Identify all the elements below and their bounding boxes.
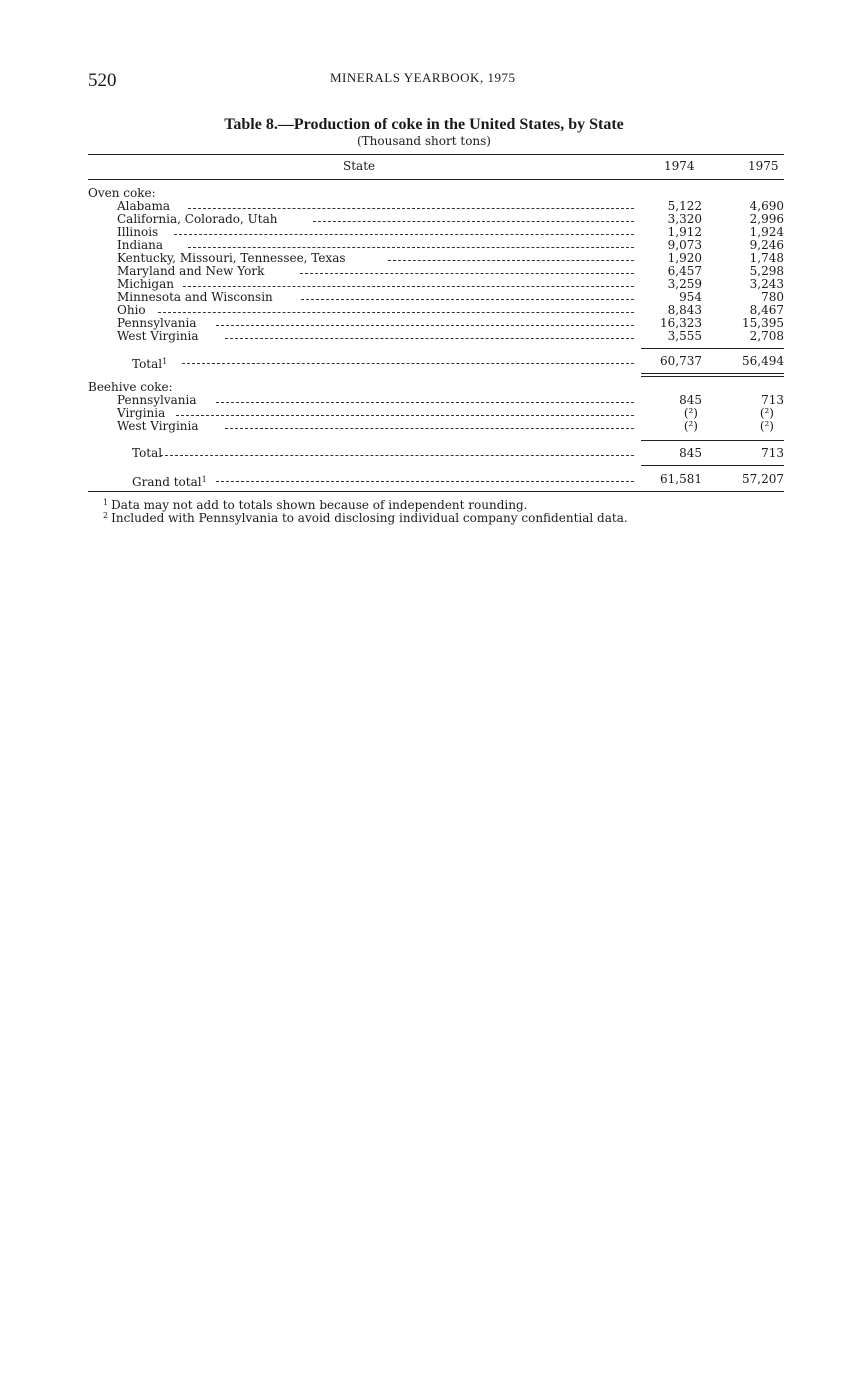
state-label: Alabama [117, 199, 171, 213]
footnote [103, 511, 628, 525]
dot-leader [160, 455, 634, 456]
dot-leader [216, 402, 634, 403]
dot-leader [301, 299, 634, 300]
total-value-1974: 845 [679, 446, 702, 460]
subtotal-rule [641, 440, 784, 441]
table-title: Table 8.—Production of coke in the United States, by State [224, 116, 624, 133]
oven-coke-total-row [88, 354, 784, 371]
footnote-text: Data may not add to totals shown because of independent rounding. [111, 498, 528, 512]
value-1974: 954 [679, 290, 702, 304]
subtotal-rule [641, 348, 784, 349]
dot-leader [188, 247, 634, 248]
total-value-1975: 713 [761, 446, 784, 460]
footnote [103, 498, 527, 512]
footnote-ref: 1 [201, 475, 207, 484]
value-1975: 713 [761, 393, 784, 407]
value-1974: (²) [683, 419, 698, 433]
column-header-1975: 1975 [748, 159, 779, 173]
dot-leader [225, 428, 634, 429]
header-bottom-rule [88, 179, 784, 180]
section-heading-label: Oven coke: [88, 186, 156, 200]
value-1974: 1,912 [667, 225, 702, 239]
table-row [88, 330, 784, 343]
page-number: 520 [88, 70, 117, 91]
value-1975: 9,246 [749, 238, 784, 252]
state-label: Michigan [117, 277, 174, 291]
total-double-rule-top [641, 373, 784, 374]
value-1975: 780 [761, 290, 784, 304]
table-row [88, 394, 784, 407]
state-label: Kentucky, Missouri, Tennessee, Texas [117, 251, 346, 265]
total-label: Total$^1$ [132, 357, 168, 371]
state-label: Virginia [117, 406, 166, 420]
dot-leader [174, 234, 634, 235]
value-1975: 15,395 [742, 316, 784, 330]
total-value-1974: 60,737 [660, 354, 702, 368]
dot-leader [225, 338, 634, 339]
state-label: Maryland and New York [117, 264, 265, 278]
dot-leader [188, 208, 634, 209]
subtotal-rule [641, 465, 784, 466]
value-1974: 1,920 [667, 251, 702, 265]
state-label: Ohio [117, 303, 146, 317]
dot-leader [216, 481, 634, 482]
value-1975: (²) [759, 406, 774, 420]
total-label: Total [132, 446, 163, 460]
value-1974: 9,073 [667, 238, 702, 252]
grand-total-row [88, 472, 784, 489]
dot-leader [313, 221, 634, 222]
value-1974: 3,320 [667, 212, 702, 226]
value-1975: (²) [759, 419, 774, 433]
value-1974: 6,457 [667, 264, 702, 278]
state-label: Minnesota and Wisconsin [117, 290, 273, 304]
column-header-1974: 1974 [664, 159, 695, 173]
dot-leader [216, 325, 634, 326]
footnote-mark: 2 [103, 511, 109, 520]
value-1974: 3,555 [667, 329, 702, 343]
column-header-state: State [343, 159, 376, 173]
table-subtitle: (Thousand short tons) [356, 134, 491, 148]
value-1974: (²) [683, 406, 698, 420]
grand-total-label: Grand total$^1$ [132, 475, 207, 489]
value-1975: 1,748 [749, 251, 784, 265]
running-head: MINERALS YEARBOOK, 1975 [330, 70, 516, 85]
footnote-mark: 1 [103, 498, 109, 507]
dot-leader [300, 273, 634, 274]
total-double-rule-bottom [641, 376, 784, 377]
value-1974: 5,122 [667, 199, 702, 213]
dot-leader [158, 312, 634, 313]
section-heading-label: Beehive coke: [88, 380, 173, 394]
state-label: California, Colorado, Utah [117, 212, 278, 226]
footnote-text: Included with Pennsylvania to avoid disclosing individual company confidential data. [111, 511, 628, 525]
value-1975: 1,924 [749, 225, 784, 239]
state-label: Indiana [117, 238, 164, 252]
value-1974: 845 [679, 393, 702, 407]
grand-total-value-1974: 61,581 [660, 472, 702, 486]
total-value-1975: 56,494 [742, 354, 784, 368]
value-1974: 16,323 [660, 316, 702, 330]
value-1975: 8,467 [749, 303, 784, 317]
value-1974: 3,259 [667, 277, 702, 291]
footnote-ref: 1 [162, 357, 168, 366]
table-top-rule [88, 154, 784, 155]
value-1975: 4,690 [749, 199, 784, 213]
value-1975: 5,298 [749, 264, 784, 278]
value-1975: 2,708 [749, 329, 784, 343]
state-label: West Virginia [117, 329, 199, 343]
state-label: Illinois [117, 225, 159, 239]
table-bottom-rule [88, 491, 784, 492]
state-label: Pennsylvania [117, 316, 197, 330]
state-label: West Virginia [117, 419, 199, 433]
grand-total-value-1975: 57,207 [742, 472, 784, 486]
dot-leader [388, 260, 634, 261]
table-row [88, 420, 784, 433]
dot-leader [176, 415, 634, 416]
state-label: Pennsylvania [117, 393, 197, 407]
dot-leader [183, 286, 634, 287]
value-1975: 2,996 [749, 212, 784, 226]
value-1974: 8,843 [667, 303, 702, 317]
beehive-coke-total-row [88, 447, 784, 460]
dot-leader [182, 363, 634, 364]
value-1975: 3,243 [749, 277, 784, 291]
